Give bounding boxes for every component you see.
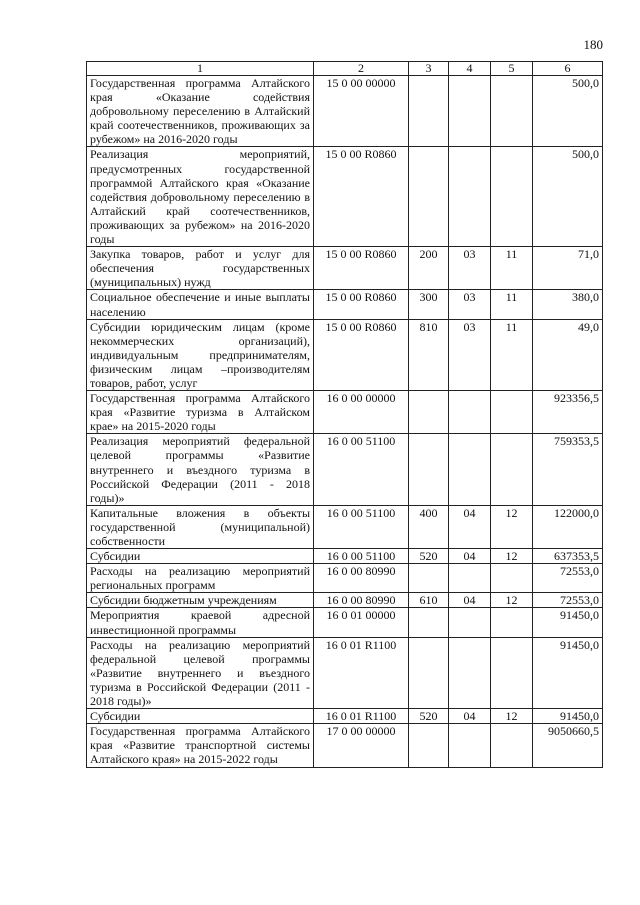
amount: 91450,0 [533, 709, 603, 724]
item-name: Расходы на реализацию мероприятий региональных программ [87, 564, 314, 593]
item-name: Государственная программа Алтайского края «Развитие транспортной системы Алтайского края» на 2015-2022 годы [87, 724, 314, 767]
section-code [449, 724, 491, 767]
target-article-code: 16 0 01 00000 [314, 608, 409, 637]
subsection-code [491, 434, 533, 505]
amount: 500,0 [533, 147, 603, 247]
section-code [449, 391, 491, 434]
item-name: Субсидии юридическим лицам (кроме некоммерческих организаций), индивидуальным предпринимателям, физическим лицам –производителям товаров, работ, услуг [87, 319, 314, 390]
expense-type-code [409, 608, 449, 637]
subsection-code: 11 [491, 247, 533, 290]
section-code: 04 [449, 593, 491, 608]
target-article-code: 16 0 00 51100 [314, 549, 409, 564]
subsection-code [491, 391, 533, 434]
section-code: 04 [449, 549, 491, 564]
expense-type-code: 610 [409, 593, 449, 608]
expense-type-code [409, 76, 449, 147]
table-row [87, 147, 603, 247]
expense-type-code [409, 637, 449, 708]
expense-type-code [409, 391, 449, 434]
subsection-code: 12 [491, 505, 533, 548]
target-article-code: 15 0 00 R0860 [314, 290, 409, 319]
amount: 72553,0 [533, 564, 603, 593]
page-number: 180 [583, 37, 603, 52]
section-code: 03 [449, 290, 491, 319]
column-header-1: 1 [87, 62, 314, 76]
table-row [87, 593, 603, 608]
amount: 122000,0 [533, 505, 603, 548]
amount: 637353,5 [533, 549, 603, 564]
item-name: Реализация мероприятий федеральной целевой программы «Развитие внутреннего и въездного туризма в Российской Федерации (2011 - 2018 годы)» [87, 434, 314, 505]
table-row [87, 549, 603, 564]
subsection-code [491, 76, 533, 147]
item-name: Субсидии [87, 709, 314, 724]
item-name: Государственная программа Алтайского края «Развитие туризма в Алтайском крае» на 2015-2020 годы [87, 391, 314, 434]
section-code: 04 [449, 505, 491, 548]
amount: 91450,0 [533, 608, 603, 637]
amount: 380,0 [533, 290, 603, 319]
target-article-code: 15 0 00 R0860 [314, 247, 409, 290]
table-row [87, 505, 603, 548]
subsection-code [491, 147, 533, 247]
table-row [87, 76, 603, 147]
column-header-2: 2 [314, 62, 409, 76]
item-name: Закупка товаров, работ и услуг для обеспечения государственных (муниципальных) нужд [87, 247, 314, 290]
target-article-code: 16 0 00 80990 [314, 564, 409, 593]
amount: 71,0 [533, 247, 603, 290]
table-row [87, 290, 603, 319]
expense-type-code: 520 [409, 709, 449, 724]
item-name: Государственная программа Алтайского края «Оказание содействия добровольному переселению в Алтайский край соотечественников, проживающих за рубежом» на 2016-2020 годы [87, 76, 314, 147]
expense-type-code: 400 [409, 505, 449, 548]
item-name: Капитальные вложения в объекты государственной (муниципальной) собственности [87, 505, 314, 548]
target-article-code: 16 0 01 R1100 [314, 637, 409, 708]
item-name: Расходы на реализацию мероприятий федеральной целевой программы «Развитие внутреннего и въездного туризма в Российской Федерации (2011 - 2018 годы)» [87, 637, 314, 708]
table-row [87, 434, 603, 505]
column-header-6: 6 [533, 62, 603, 76]
subsection-code: 12 [491, 593, 533, 608]
target-article-code: 15 0 00 R0860 [314, 147, 409, 247]
header-row [87, 62, 603, 76]
target-article-code: 15 0 00 00000 [314, 76, 409, 147]
budget-table [86, 61, 603, 768]
subsection-code: 12 [491, 549, 533, 564]
section-code: 04 [449, 709, 491, 724]
section-code [449, 637, 491, 708]
target-article-code: 16 0 00 51100 [314, 434, 409, 505]
expense-type-code [409, 564, 449, 593]
target-article-code: 16 0 00 80990 [314, 593, 409, 608]
expense-type-code: 810 [409, 319, 449, 390]
subsection-code [491, 564, 533, 593]
table-row [87, 319, 603, 390]
target-article-code: 15 0 00 R0860 [314, 319, 409, 390]
subsection-code [491, 637, 533, 708]
target-article-code: 16 0 01 R1100 [314, 709, 409, 724]
amount: 49,0 [533, 319, 603, 390]
item-name: Мероприятия краевой адресной инвестиционной программы [87, 608, 314, 637]
table-row [87, 247, 603, 290]
section-code [449, 608, 491, 637]
subsection-code [491, 724, 533, 767]
amount: 923356,5 [533, 391, 603, 434]
item-name: Социальное обеспечение и иные выплаты населению [87, 290, 314, 319]
amount: 72553,0 [533, 593, 603, 608]
column-header-3: 3 [409, 62, 449, 76]
table-row [87, 637, 603, 708]
amount: 759353,5 [533, 434, 603, 505]
column-header-4: 4 [449, 62, 491, 76]
expense-type-code [409, 147, 449, 247]
section-code [449, 434, 491, 505]
table-body [87, 76, 603, 768]
section-code: 03 [449, 247, 491, 290]
target-article-code: 16 0 00 00000 [314, 391, 409, 434]
column-header-5: 5 [491, 62, 533, 76]
amount: 91450,0 [533, 637, 603, 708]
expense-type-code: 200 [409, 247, 449, 290]
table-row [87, 391, 603, 434]
table-row [87, 724, 603, 767]
table-row [87, 564, 603, 593]
section-code [449, 564, 491, 593]
expense-type-code: 300 [409, 290, 449, 319]
expense-type-code: 520 [409, 549, 449, 564]
amount: 9050660,5 [533, 724, 603, 767]
target-article-code: 17 0 00 00000 [314, 724, 409, 767]
item-name: Субсидии бюджетным учреждениям [87, 593, 314, 608]
table-header [87, 62, 603, 76]
expense-type-code [409, 434, 449, 505]
subsection-code [491, 608, 533, 637]
table-row [87, 709, 603, 724]
target-article-code: 16 0 00 51100 [314, 505, 409, 548]
section-code [449, 147, 491, 247]
subsection-code: 11 [491, 319, 533, 390]
section-code: 03 [449, 319, 491, 390]
table-row [87, 608, 603, 637]
amount: 500,0 [533, 76, 603, 147]
section-code [449, 76, 491, 147]
subsection-code: 11 [491, 290, 533, 319]
item-name: Субсидии [87, 549, 314, 564]
expense-type-code [409, 724, 449, 767]
subsection-code: 12 [491, 709, 533, 724]
item-name: Реализация мероприятий, предусмотренных государственной программой Алтайского края «Оказание содействия добровольному переселению в Алтайский край соотечественников, проживающих за рубежом» на 2016-2020 годы [87, 147, 314, 247]
